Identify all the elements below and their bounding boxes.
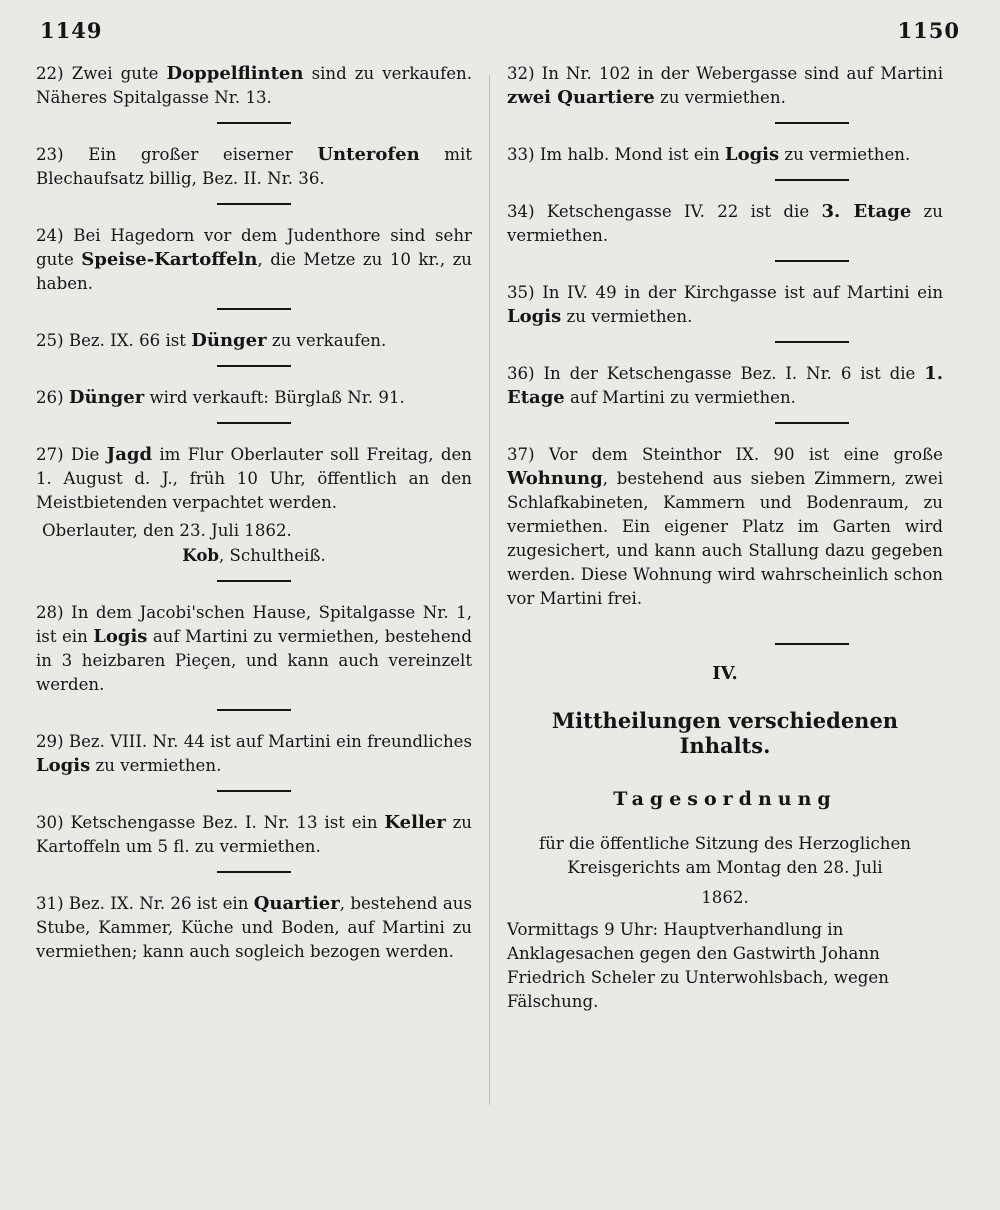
- ad-25: 25) Bez. IX. 66 ist Dünger zu verkaufen.: [36, 330, 387, 351]
- agenda-year: 1862.: [701, 888, 749, 907]
- ad-30: 30) Ketschengasse Bez. I. Nr. 13 ist ein Keller zu Kartoffeln um 5 fl. zu vermiethen.: [36, 812, 472, 856]
- separator: [217, 580, 291, 582]
- right-column: [507, 62, 943, 1014]
- section-number: IV.: [712, 663, 738, 684]
- ad-31: 31) Bez. IX. Nr. 26 ist ein Quartier, bestehend aus Stube, Kammer, Küche und Boden, auf Martini zu vermiethen; kann auch sogleich bezogen werden.: [36, 893, 472, 961]
- separator: [775, 341, 849, 343]
- ad-28: 28) In dem Jacobi'schen Hause, Spitalgasse Nr. 1, ist ein Logis auf Martini zu vermiethen, bestehend in 3 heizbaren Pieçen, und kann auch vereinzelt werden.: [36, 603, 472, 694]
- agenda-title: Tagesordnung: [613, 788, 837, 810]
- ad-32: 32) In Nr. 102 in der Webergasse sind auf Martini zwei Quartiere zu vermiethen.: [507, 64, 943, 108]
- separator: [217, 308, 291, 310]
- ad-27: 27) Die Jagd im Flur Oberlauter soll Freitag, den 1. August d. J., früh 10 Uhr, öffentlich an den Meistbietenden verpachtet werden.: [36, 444, 472, 512]
- ad-33: 33) Im halb. Mond ist ein Logis zu vermiethen.: [507, 144, 911, 165]
- ad-27-place-date: Oberlauter, den 23. Juli 1862.: [42, 521, 292, 540]
- separator: [217, 122, 291, 124]
- separator: [775, 643, 849, 645]
- ad-35: 35) In IV. 49 in der Kirchgasse ist auf Martini ein Logis zu vermiethen.: [507, 283, 944, 327]
- ad-24: 24) Bei Hagedorn vor dem Judenthore sind sehr gute Speise-Kartoffeln, die Metze zu 10 kr., zu haben.: [36, 226, 472, 293]
- ad-29: 29) Bez. VIII. Nr. 44 ist auf Martini ein freundliches Logis zu vermiethen.: [36, 732, 472, 776]
- ad-37: 37) Vor dem Steinthor IX. 90 ist eine große Wohnung, bestehend aus sieben Zimmern, zwei Schlafkabineten, Kammern und Bodenraum, zu vermiethen. Ein eigener Platz im Garten wird zugesichert, und kann auch Stallung dazu gegeben werden. Diese Wohnung wird wahrscheinlich schon vor Martini frei.: [507, 445, 943, 608]
- separator: [775, 179, 849, 181]
- agenda-detail: Vormittags 9 Uhr: Hauptverhandlung in Anklagesachen gegen den Gastwirth Johann Friedrich Scheler zu Unterwohlsbach, wegen Fälschung.: [507, 920, 889, 1011]
- separator: [775, 260, 849, 262]
- ad-26: 26) Dünger wird verkauft: Bürglaß Nr. 91.: [36, 387, 405, 408]
- ad-34: 34) Ketschengasse IV. 22 ist die 3. Etage zu vermiethen.: [507, 201, 943, 245]
- left-page-number: 1149: [40, 18, 103, 43]
- left-column: [36, 62, 472, 964]
- ad-22: 22) Zwei gute Doppelflinten sind zu verkaufen. Näheres Spitalgasse Nr. 13.: [36, 63, 472, 107]
- separator: [217, 422, 291, 424]
- separator: [217, 365, 291, 367]
- separator: [217, 871, 291, 873]
- separator: [217, 203, 291, 205]
- separator: [217, 790, 291, 792]
- separator: [775, 422, 849, 424]
- agenda-text: für die öffentliche Sitzung des Herzoglichen Kreisgerichts am Montag den 28. Juli: [539, 834, 911, 877]
- separator: [217, 709, 291, 711]
- section-title: Mittheilungen verschiedenen Inhalts.: [551, 708, 899, 758]
- ad-36: 36) In der Ketschengasse Bez. I. Nr. 6 ist die 1. Etage auf Martini zu vermiethen.: [507, 363, 943, 408]
- ad-23: 23) Ein großer eiserner Unterofen mit Blechaufsatz billig, Bez. II. Nr. 36.: [36, 144, 472, 188]
- column-divider: [489, 75, 490, 1105]
- separator: [775, 122, 849, 124]
- right-page-number: 1150: [897, 18, 960, 43]
- ad-27-signature: Kob, Schultheiß.: [182, 545, 326, 565]
